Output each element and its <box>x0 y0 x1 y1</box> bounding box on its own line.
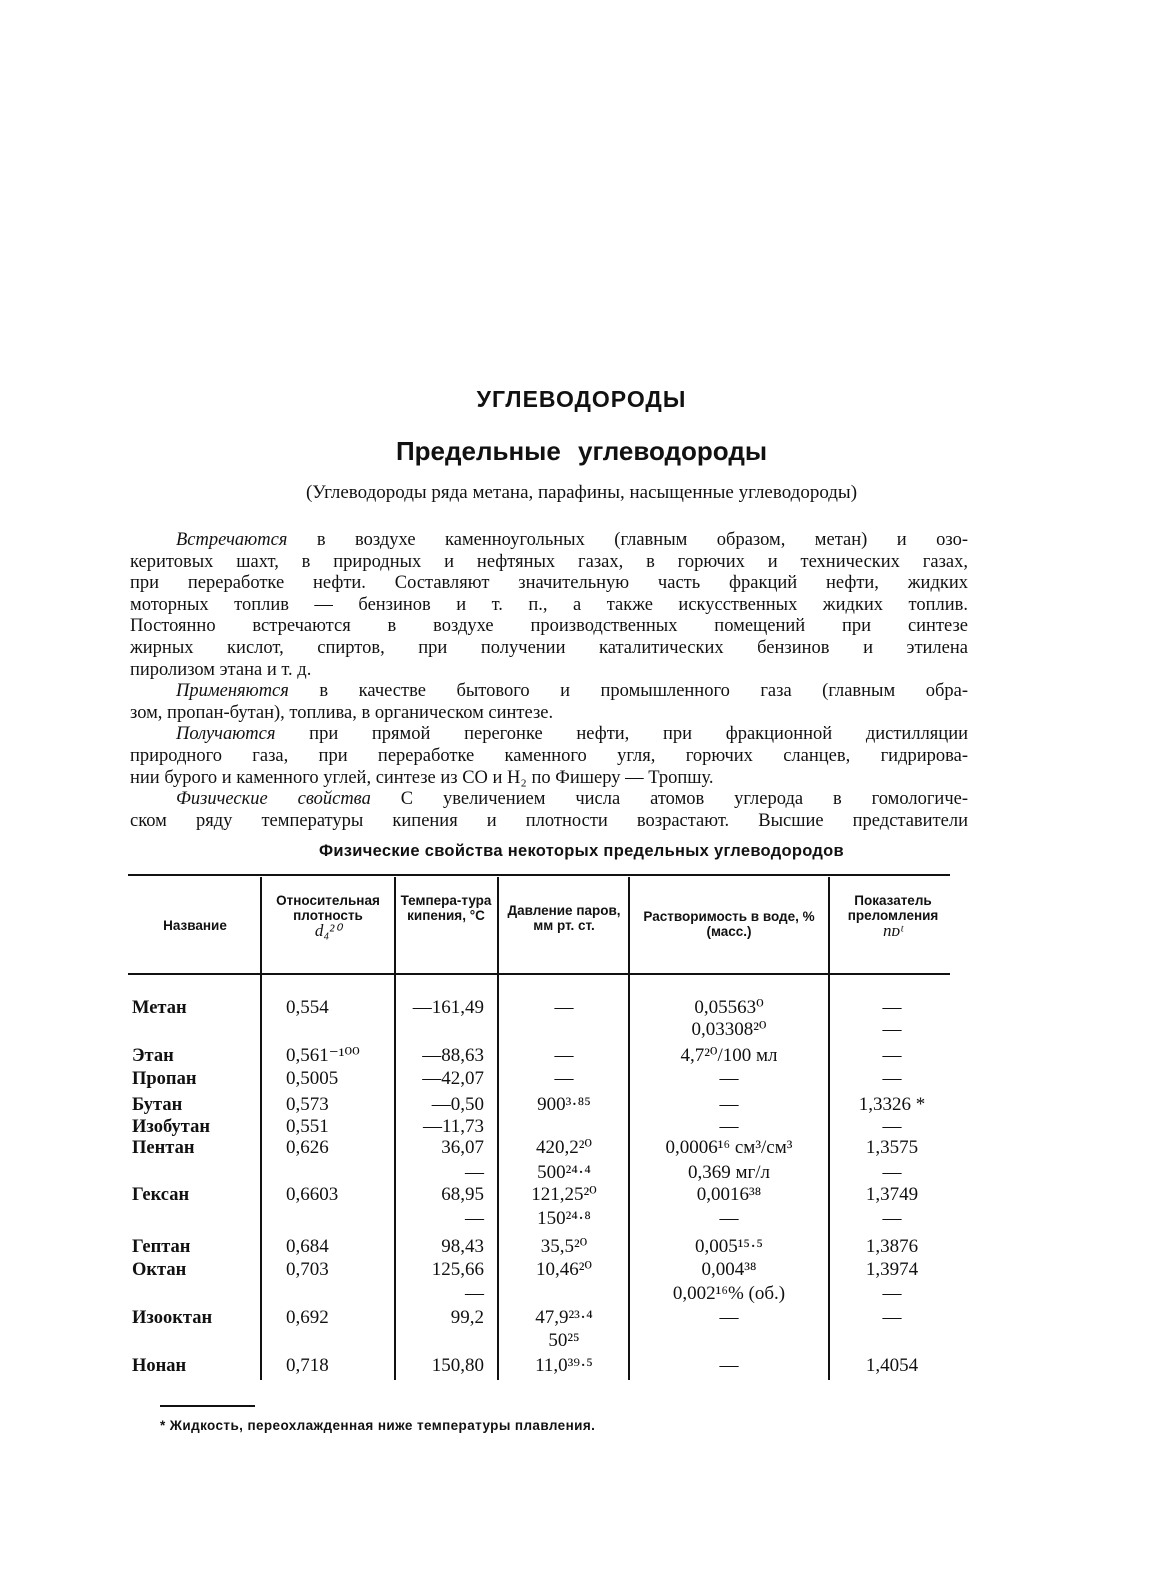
cell-solubility: 0,03308²⁰ <box>691 1019 767 1040</box>
cell-pressure: 11,0³⁹·⁵ <box>535 1355 593 1376</box>
cell-refraction: 1,3326 * <box>858 1094 926 1115</box>
refraction-symbol: nᴅᵗ <box>883 921 903 940</box>
column-divider <box>394 877 396 1380</box>
cell-density: 0,718 <box>286 1355 329 1376</box>
body-paragraphs <box>130 530 968 832</box>
lead-word: Физические свойства <box>176 789 371 810</box>
cell-boiling: —42,07 <box>422 1068 484 1089</box>
cell-name: Пентан <box>132 1138 195 1158</box>
cell-refraction: — <box>882 1283 902 1304</box>
cell-refraction: 1,3974 <box>865 1259 919 1280</box>
cell-boiling: —88,63 <box>422 1045 484 1066</box>
paragraph-line: Встречаются в воздухе каменноугольных (главным образом, метан) и озо- <box>176 530 968 550</box>
cell-pressure: 121,25²⁰ <box>531 1184 597 1205</box>
cell-density: 0,703 <box>286 1259 329 1280</box>
cell-boiling: 125,66 <box>431 1259 484 1280</box>
paragraph-line: нии бурого и каменного углей, синтезе из CO и H₂ по Фишеру — Тропшу. <box>130 767 714 788</box>
table-caption: Физические свойства некоторых предельных углеводородов <box>318 842 844 860</box>
paragraph-line: Физические свойства С увеличением числа атомов углерода в гомологиче- <box>176 789 969 810</box>
cell-solubility: — <box>719 1208 739 1229</box>
cell-name: Этан <box>132 1046 174 1066</box>
cell-refraction: 1,3876 <box>865 1236 919 1257</box>
cell-boiling: — <box>465 1208 484 1229</box>
section-title: Предельные углеводороды <box>395 436 768 466</box>
cell-density: 0,6603 <box>286 1184 339 1205</box>
cell-name: Изобутан <box>132 1117 210 1137</box>
paragraph-line: Применяются в качестве бытового и промышленного газа (главным обра- <box>176 681 968 702</box>
cell-pressure: 35,5²⁰ <box>540 1236 588 1257</box>
header-name: Название <box>163 918 227 933</box>
cell-density: 0,684 <box>286 1236 329 1257</box>
cell-refraction: — <box>882 997 902 1018</box>
cell-refraction: — <box>882 1307 902 1328</box>
paragraph-line: Получаются при прямой перегонке нефти, при фракционной дистилляции <box>176 724 969 745</box>
column-divider <box>497 877 499 1380</box>
cell-solubility: — <box>719 1116 739 1137</box>
paragraph-line: керитовых шахт, в природных и нефтяных газах, в горючих и технических газах, <box>130 551 968 572</box>
cell-solubility: 0,369 мг/л <box>687 1162 771 1183</box>
header-density: Относительная плотность d₄²⁰ <box>276 893 380 940</box>
cell-pressure: 10,46²⁰ <box>535 1259 593 1280</box>
cell-boiling: —11,73 <box>422 1116 484 1137</box>
cell-boiling: 98,43 <box>441 1236 484 1257</box>
cell-boiling: 150,80 <box>431 1355 484 1376</box>
cell-pressure: 47,9²³·⁴ <box>535 1307 593 1328</box>
cell-solubility: 0,002¹⁶% (об.) <box>672 1283 786 1304</box>
cell-refraction: — <box>882 1045 902 1066</box>
cell-density: 0,554 <box>286 997 329 1018</box>
cell-solubility: — <box>719 1307 739 1328</box>
footnote-rule <box>160 1405 255 1407</box>
cell-density: 0,573 <box>286 1094 329 1115</box>
header-pressure: Давление паров, мм рт. ст. <box>507 903 621 933</box>
cell-density: 0,561⁻¹⁰⁰ <box>286 1045 360 1066</box>
cell-solubility: — <box>719 1094 739 1115</box>
cell-name: Изооктан <box>132 1308 213 1328</box>
cell-refraction: 1,3575 <box>865 1137 919 1158</box>
cell-name: Метан <box>132 998 187 1018</box>
cell-solubility: 0,004³⁸ <box>701 1259 757 1280</box>
cell-pressure: 500²⁴·⁴ <box>537 1162 591 1183</box>
cell-name: Гексан <box>132 1185 190 1205</box>
header-boiling: Темпера-тура кипения, °C <box>400 893 492 923</box>
column-divider <box>628 877 630 1380</box>
cell-pressure: 50²⁵ <box>548 1330 580 1351</box>
cell-solubility: — <box>719 1068 739 1089</box>
footnote: * Жидкость, переохлажденная ниже температуры плавления. <box>160 1418 596 1433</box>
cell-solubility: 0,05563⁰ <box>694 997 764 1018</box>
cell-refraction: — <box>882 1208 902 1229</box>
paragraph-line: пиролизом этана и т. д. <box>130 659 312 680</box>
cell-solubility: — <box>719 1355 739 1376</box>
cell-refraction: — <box>882 1162 902 1183</box>
cell-refraction: — <box>882 1019 902 1040</box>
cell-boiling: 68,95 <box>441 1184 484 1205</box>
paragraph-line: моторных топлив — бензинов и т. п., а также искусственных жидких топлив. <box>130 594 968 615</box>
cell-density: 0,5005 <box>286 1068 339 1089</box>
page-title: УГЛЕВОДОРОДЫ <box>476 386 687 412</box>
cell-density: 0,626 <box>286 1137 329 1158</box>
cell-name: Пропан <box>132 1069 197 1089</box>
cell-pressure: 900³·⁸⁵ <box>537 1094 591 1115</box>
cell-pressure: 150²⁴·⁸ <box>537 1208 591 1229</box>
cell-solubility: 4,7²⁰/100 мл <box>680 1045 778 1066</box>
cell-solubility: 0,0016³⁸ <box>696 1184 762 1205</box>
cell-name: Нонан <box>132 1356 187 1376</box>
cell-pressure: — <box>554 1045 574 1066</box>
cell-density: 0,692 <box>286 1307 329 1328</box>
cell-boiling: — <box>465 1283 484 1304</box>
paragraph-line: зом, пропан-бутан), топлива, в органическом синтезе. <box>130 702 554 723</box>
cell-pressure: — <box>554 1068 574 1089</box>
cell-refraction: — <box>882 1116 902 1137</box>
cell-pressure: 420,2²⁰ <box>535 1137 593 1158</box>
table-header-rule <box>128 973 950 975</box>
cell-boiling: 36,07 <box>441 1137 484 1158</box>
cell-solubility: 0,005¹⁵·⁵ <box>694 1236 764 1257</box>
paragraph-line: жирных кислот, спиртов, при получении каталитических бензинов и этилена <box>130 637 968 658</box>
density-symbol: d₄²⁰ <box>314 921 342 940</box>
cell-boiling: — <box>465 1162 484 1183</box>
cell-solubility: 0,0006¹⁶ см³/см³ <box>665 1137 793 1158</box>
cell-refraction: — <box>882 1068 902 1089</box>
header-solubility: Растворимость в воде, % (масс.) <box>643 909 815 939</box>
paragraph-line: природного газа, при переработке каменного угля, горючих сланцев, гидрирова- <box>130 745 968 766</box>
section-synonyms: (Углеводороды ряда метана, парафины, насыщенные углеводороды) <box>305 482 858 503</box>
column-divider <box>828 877 830 1380</box>
lead-word: Применяются <box>176 681 289 702</box>
cell-pressure: — <box>554 997 574 1018</box>
cell-name: Октан <box>132 1260 187 1280</box>
lead-word: Получаются <box>176 724 276 745</box>
cell-boiling: —161,49 <box>412 997 484 1018</box>
paragraph-line: Постоянно встречаются в воздухе производственных помещений при синтезе <box>130 616 968 637</box>
cell-boiling: —0,50 <box>431 1094 484 1115</box>
paragraph-line: ском ряду температуры кипения и плотности возрастают. Высшие представители <box>130 810 968 831</box>
column-divider <box>260 877 262 1380</box>
table-top-rule <box>128 874 950 876</box>
cell-density: 0,551 <box>286 1116 329 1137</box>
header-refraction: Показатель преломления nᴅᵗ <box>847 893 939 940</box>
cell-boiling: 99,2 <box>450 1307 484 1328</box>
cell-name: Бутан <box>132 1095 183 1115</box>
cell-refraction: 1,3749 <box>865 1184 919 1205</box>
cell-name: Гептан <box>132 1237 191 1257</box>
paragraph-line: при переработке нефти. Составляют значительную часть фракций нефти, жидких <box>130 573 968 594</box>
lead-word: Встречаются <box>176 530 288 550</box>
cell-refraction: 1,4054 <box>865 1355 919 1376</box>
